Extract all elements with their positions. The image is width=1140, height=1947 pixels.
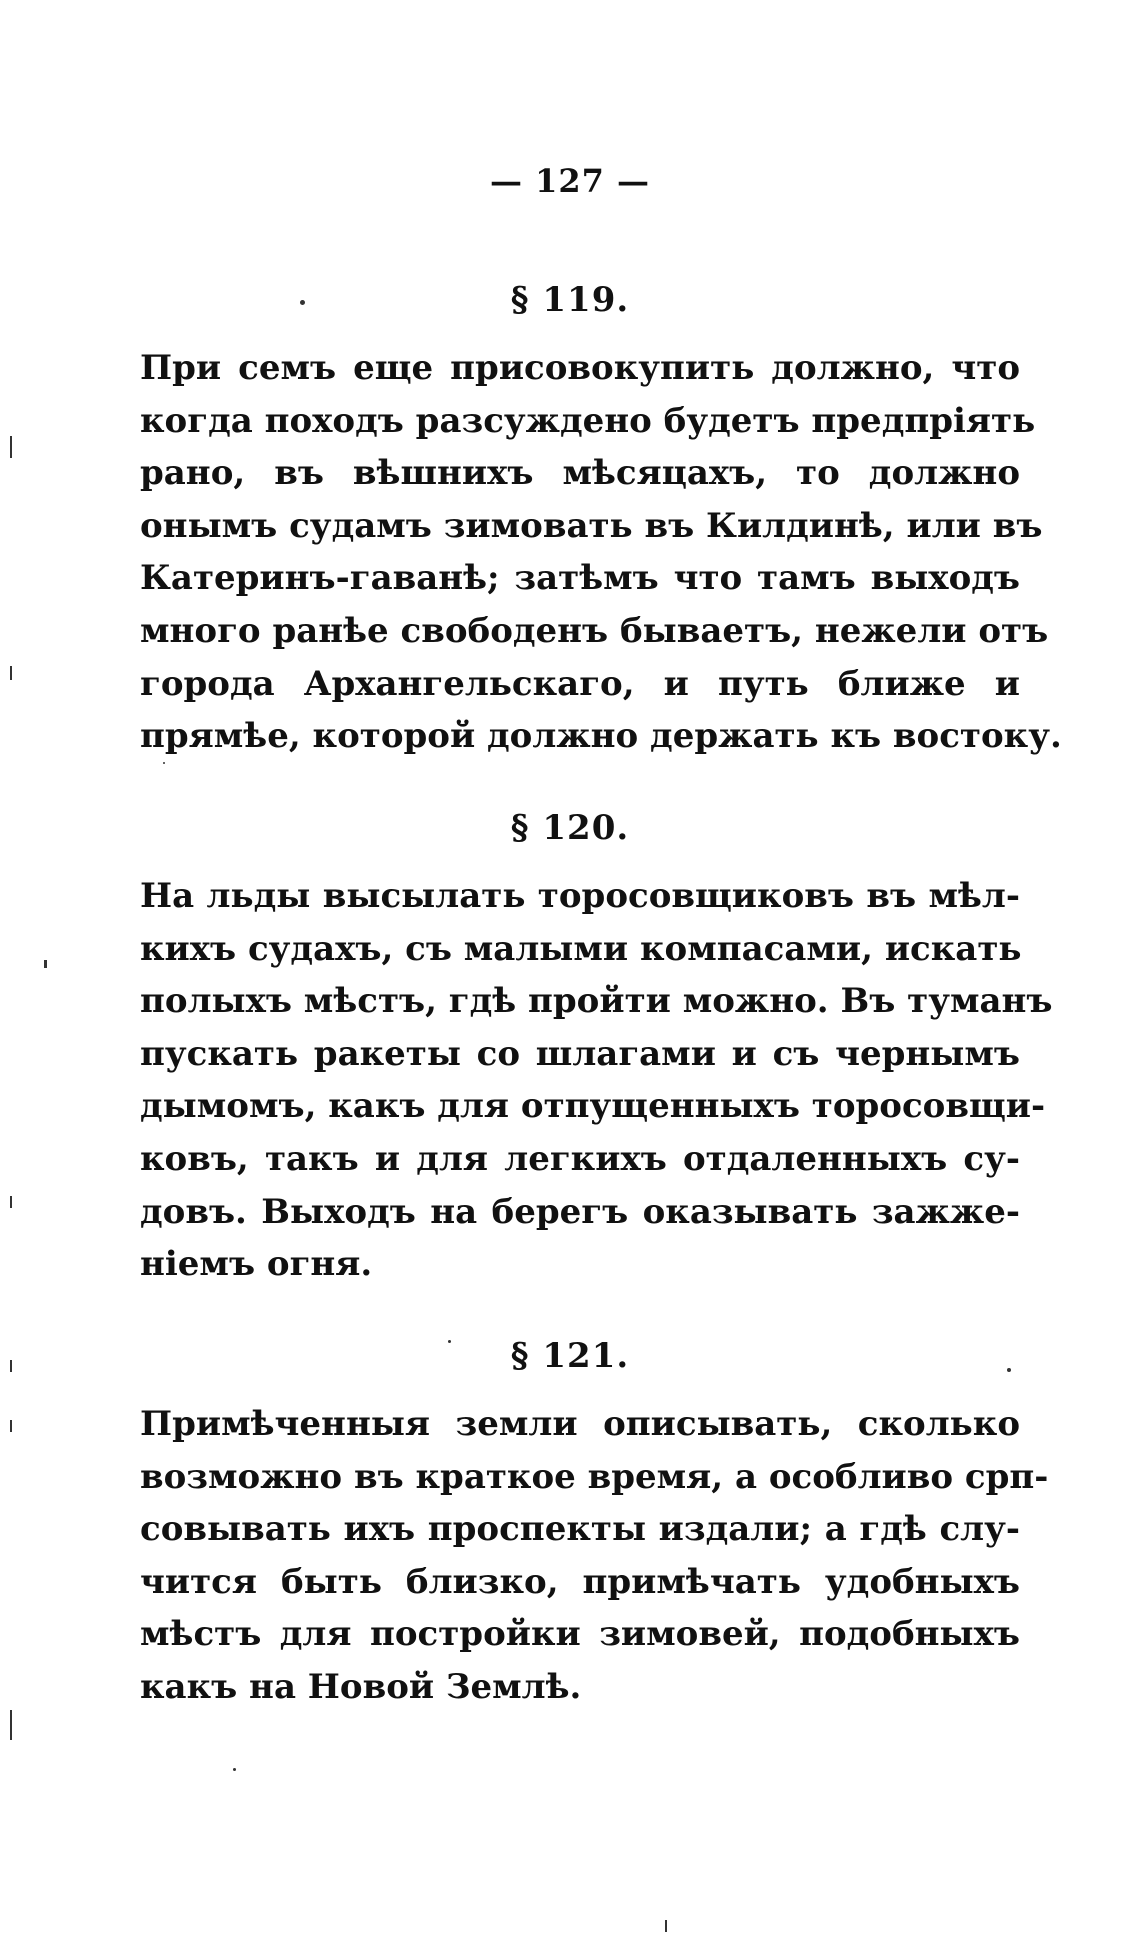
text-line: онымъ судамъ зимовать въ Килдинѣ, или въ: [140, 505, 1043, 546]
text-line: Катеринъ-гаванѣ; затѣмъ что тамъ выходъ: [140, 558, 1020, 599]
text-line: полыхъ мѣстъ, гдѣ пройти можно. Въ туманъ: [140, 981, 1053, 1022]
paragraph-119: [140, 342, 1062, 763]
text-line: мѣстъ для постройки зимовей, подобныхъ: [140, 1614, 1020, 1655]
scan-speck: [10, 666, 12, 680]
scan-speck: [10, 436, 12, 458]
scan-speck: [233, 1768, 236, 1771]
scan-speck: [300, 300, 305, 305]
page-number: — 127 —: [489, 162, 651, 200]
text-line: когда походъ разсуждено будетъ предпріять: [140, 400, 1036, 441]
text-line: кихъ судахъ, съ малыми компасами, искать: [140, 928, 1022, 969]
text-line: При семъ еще присовокупить должно, что: [140, 348, 1020, 388]
scan-speck: [10, 1420, 12, 1432]
section-heading-119: § 119.: [510, 280, 630, 320]
text-line: возможно въ краткое время, а особливо срп-: [140, 1456, 1049, 1497]
text-line: На льды высылать торосовщиковъ въ мѣл-: [140, 876, 1020, 916]
text-line: Примѣченныя земли описывать, сколько: [140, 1404, 1020, 1444]
text-line: ковъ, такъ и для легкихъ отдаленныхъ су-: [140, 1138, 1020, 1179]
scan-speck: [665, 1920, 667, 1932]
text-line: совывать ихъ проспекты издали; а гдѣ слу-: [140, 1509, 1020, 1550]
scan-speck: [44, 960, 47, 968]
text-line: рано, въ вѣшнихъ мѣсяцахъ, то должно: [140, 453, 1020, 494]
section-heading-121: § 121.: [510, 1336, 630, 1376]
text-line: города Архангельскаго, и путь ближе и: [140, 663, 1020, 704]
paragraph-120: [140, 870, 1053, 1291]
text-line: чится быть близко, примѣчать удобныхъ: [140, 1561, 1020, 1602]
text-line: дымомъ, какъ для отпущенныхъ торосовщи-: [140, 1086, 1046, 1127]
scan-speck: [10, 1360, 12, 1372]
text-line: прямѣе, которой должно держать къ востоку.: [140, 716, 1062, 757]
scan-speck: [1007, 1368, 1011, 1372]
scan-speck: [10, 1710, 12, 1740]
paragraph-121: [140, 1398, 1049, 1714]
text-line: какъ на Новой Землѣ.: [140, 1666, 582, 1707]
text-line: пускать ракеты со шлагами и съ чернымъ: [140, 1033, 1020, 1074]
scan-speck: [448, 1340, 451, 1343]
section-heading-120: § 120.: [510, 808, 630, 848]
text-line: ніемъ огня.: [140, 1244, 373, 1285]
scan-speck: [10, 1196, 12, 1208]
scan-speck: [163, 762, 165, 764]
text-line: довъ. Выходъ на берегъ оказывать зажже-: [140, 1191, 1020, 1232]
text-line: много ранѣе свободенъ бываетъ, нежели отъ: [140, 610, 1049, 651]
